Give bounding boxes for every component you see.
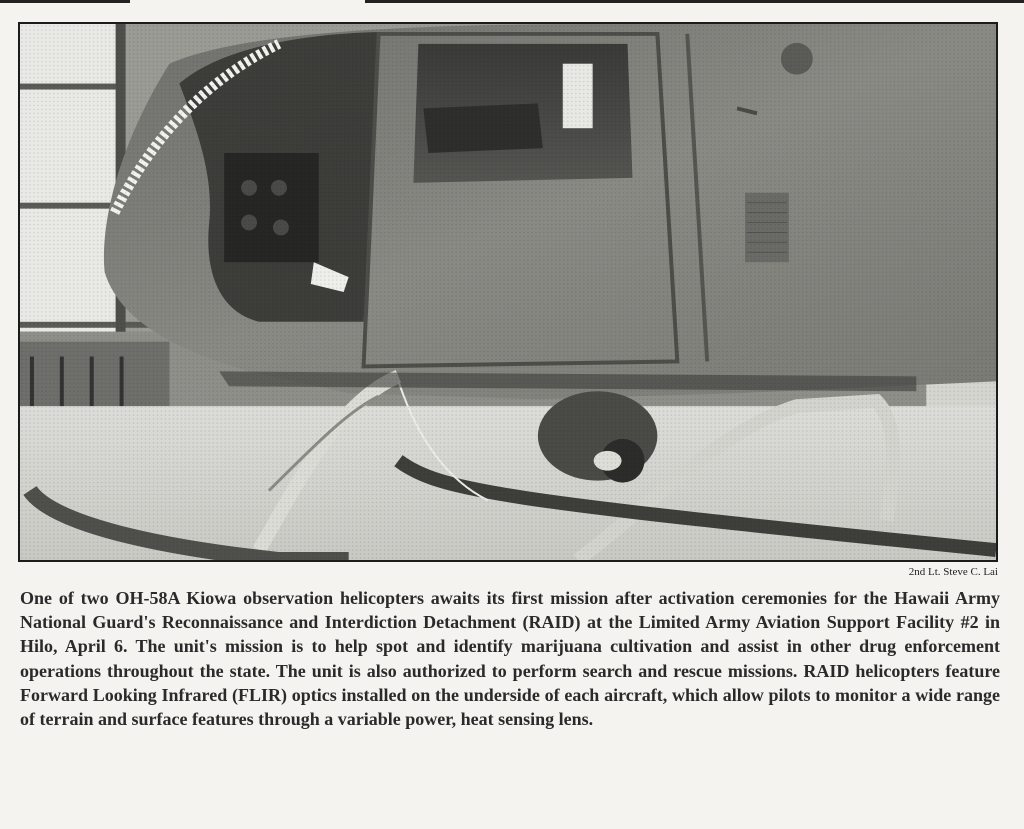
helicopter-illustration bbox=[20, 24, 996, 560]
photo-credit: 2nd Lt. Steve C. Lai bbox=[908, 566, 998, 578]
photo-caption: One of two OH-58A Kiowa observation helicopters awaits its first mission after activation ceremonies for the Hawaii Army National Guard's Reconnaissance and Interdiction Detachment (RAID) at the Limited Army Aviation Support Facility #2 in Hilo, April 6. The unit's mission is to help spot and identify marijuana cultivation and assist in other drug enforcement operations throughout the state. The unit is also authorized to perform search and rescue missions. RAID helicopters feature Forward Looking Infrared (FLIR) optics installed on the underside of each aircraft, which allow pilots to monitor a wide range of terrain and surface features through a variable power, heat sensing lens. bbox=[20, 588, 1000, 730]
top-rule-left bbox=[0, 0, 130, 3]
top-rule-right bbox=[365, 0, 1024, 3]
helicopter-photo bbox=[18, 22, 998, 562]
